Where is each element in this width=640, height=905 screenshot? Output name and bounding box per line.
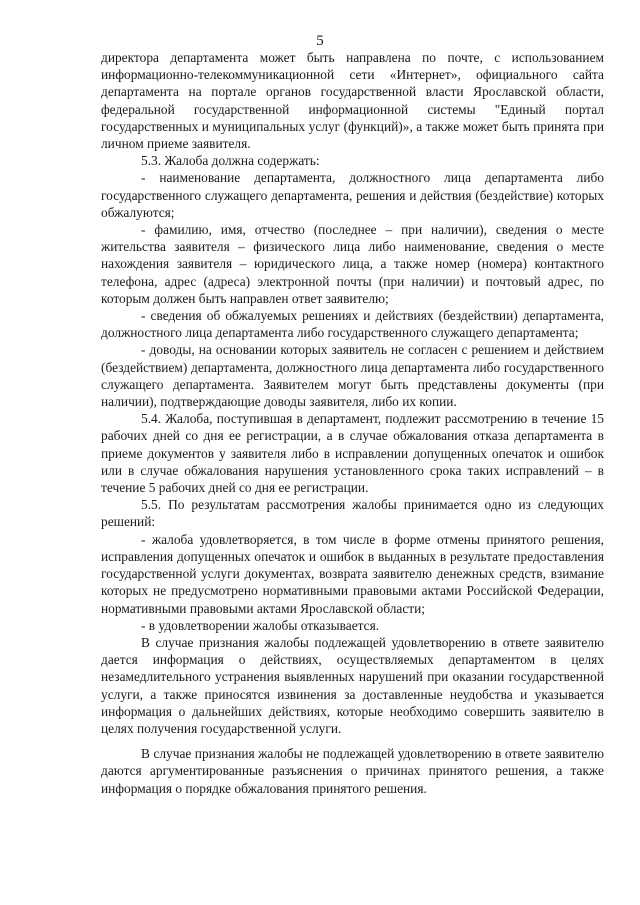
paragraph-5-4: 5.4. Жалоба, поступившая в департамент, подлежит рассмотрению в течение 15 рабочих дней со дня ее регистрации, а в случае обжалования отказа департамента в приеме документов у заявителя либо в исправлении допущенных опечаток и ошибок или в случае обжалования нарушения установленного срока таких исправлений – в течение 5 рабочих дней со дня ее регистрации.: [101, 411, 604, 496]
paragraph-item-applicant-details: - фамилию, имя, отчество (последнее – при наличии), сведения о месте жительства заявителя – физического лица либо наименование, сведения о месте нахождения заявителя – юридического лица, а также номер (номера) контактного телефона, адрес (адреса) электронной почты (при наличии) и почтовый адрес, по которым должен быть направлен ответ заявителю;: [101, 222, 604, 306]
paragraph-appeal-channels: директора департамента может быть направлена по почте, с использованием информационно-телекоммуникационной сети «Интернет», официального сайта департамента на портале органов государственной власти Ярославской области, федеральной государственной информационной системы "Единый портал государственных и муниципальных услуг (функций)», а также может быть принята при личном приеме заявителя.: [101, 50, 604, 152]
paragraph-5-3-heading: 5.3. Жалоба должна содержать:: [141, 153, 320, 169]
paragraph-item-satisfied: - жалоба удовлетворяется, в том числе в форме отмены принятого решения, исправления допущенных опечаток и ошибок в выданных в результате предоставления государственной услуги документах, возврата заявителю денежных средств, взимание которых не предусмотрено нормативными правовыми актами Российской Федерации, нормативными правовыми актами Ярославской области;: [101, 531, 604, 616]
paragraph-item-appealed-decisions: - сведения об обжалуемых решениях и действиях (бездействии) департамента, должностного лица департамента либо государственного служащего департамента;: [101, 308, 604, 341]
paragraph-if-satisfied: В случае признания жалобы подлежащей удовлетворению в ответе заявителю дается информация о действиях, осуществляемых департаментом в целях незамедлительного устранения выявленных нарушений при оказании государственной услуги, а также приносятся извинения за доставленные неудобства и указывается информация о дальнейших действиях, которые необходимо совершить заявителю в целях получения государственной услуги.: [101, 634, 604, 736]
document-body: [101, 49, 604, 797]
paragraph-5-5: 5.5. По результатам рассмотрения жалобы принимается одно из следующих решений:: [101, 497, 604, 530]
page-number: 5: [316, 33, 324, 49]
paragraph-if-not-satisfied: В случае признания жалобы не подлежащей удовлетворению в ответе заявителю даются аргументированные разъяснения о причинах принятого решения, а также информация о порядке обжалования принятого решения.: [101, 746, 604, 796]
paragraph-item-department-name: - наименование департамента, должностного лица департамента либо государственного служащего департамента, решения и действия (бездействие) которых обжалуются;: [101, 170, 604, 220]
paragraph-item-arguments: - доводы, на основании которых заявитель не согласен с решением и действием (бездействием) департамента, должностного лица департамента либо государственного служащего департамента. Заявителем могут быть представлены документы (при наличии), подтверждающие доводы заявителя, либо их копии.: [101, 342, 604, 410]
paragraph-item-refused: - в удовлетворении жалобы отказывается.: [141, 617, 380, 633]
